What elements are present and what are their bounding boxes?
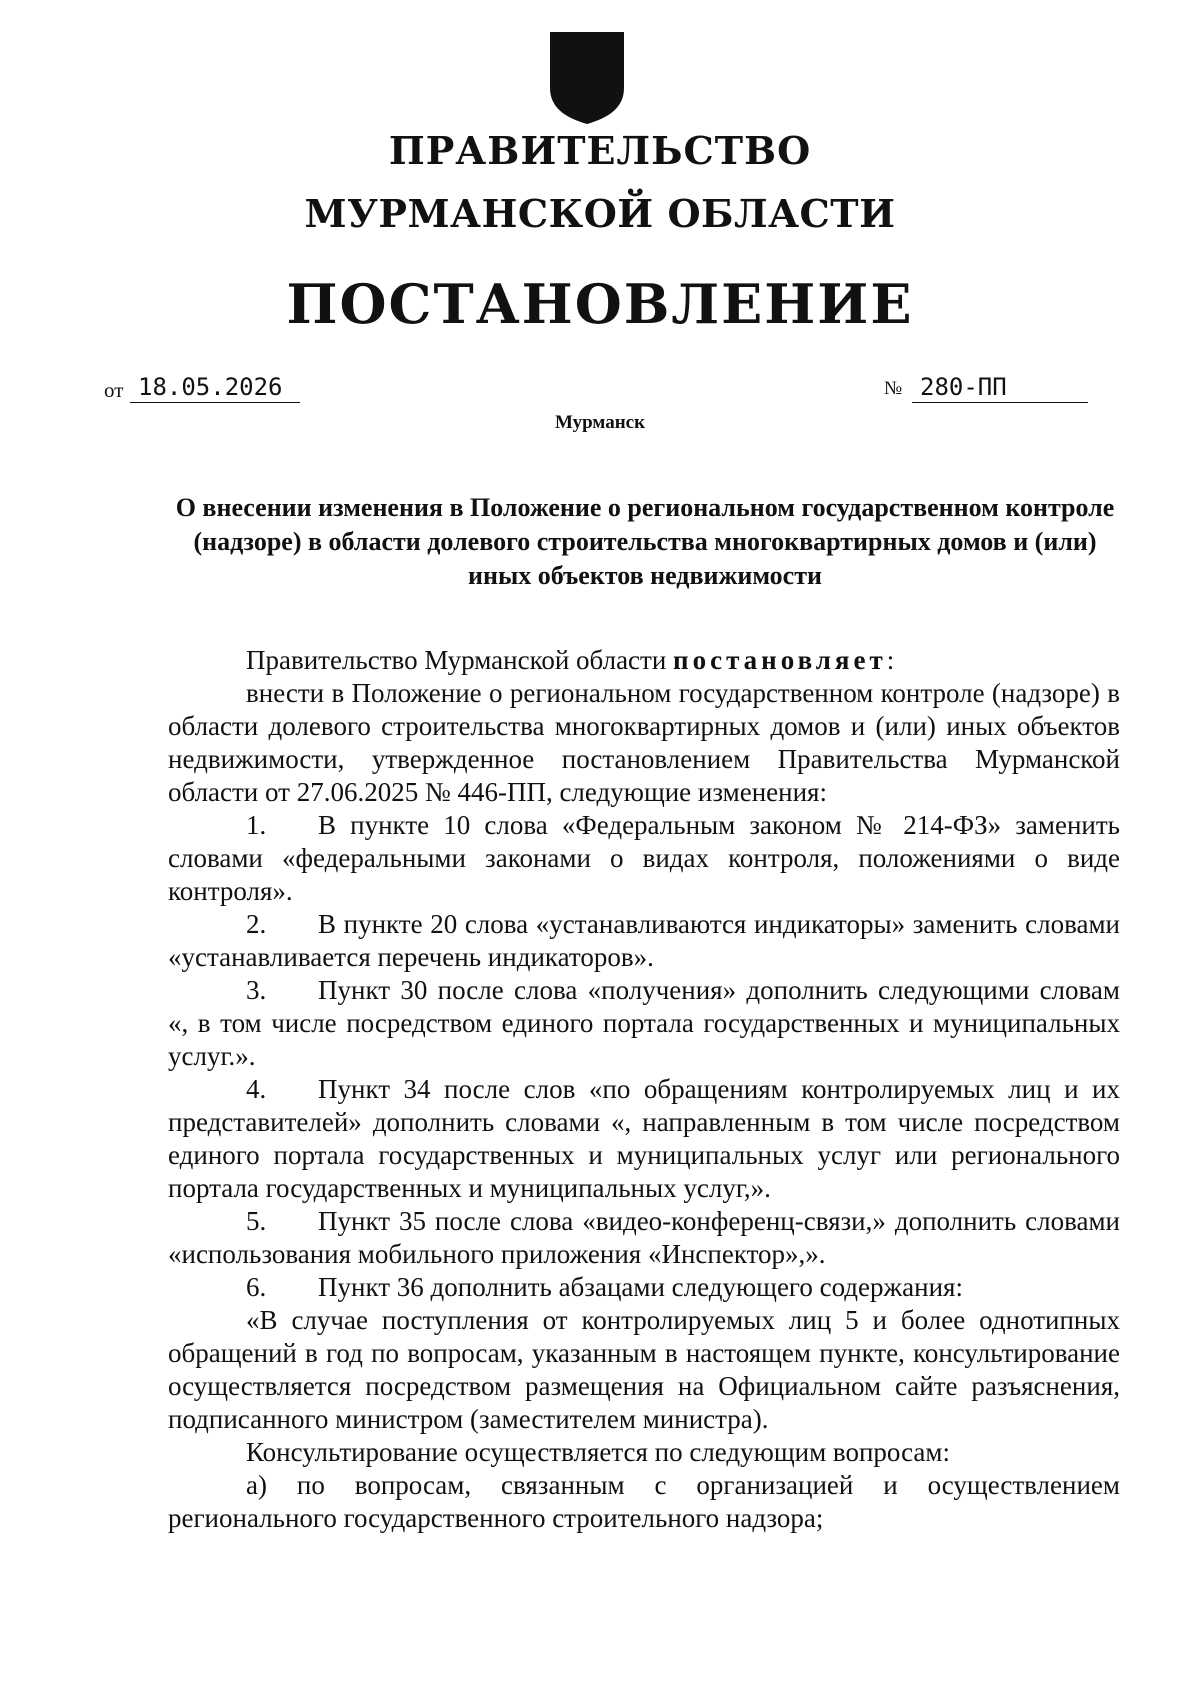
list-item [168,1205,1120,1271]
list-item [168,1073,1120,1205]
number-label: № [884,378,903,399]
item-number: 5. [246,1206,267,1236]
document-date: 18.05.2026 [130,372,300,403]
document-body [168,644,1120,1535]
intro-lead: Правительство Мурманской области [246,645,674,675]
list-item [168,809,1120,908]
item-number: 4. [246,1074,267,1104]
item-text: В пункте 10 слова «Федеральным законом № 214-ФЗ» заменить словами «федеральными законами о видах контроля, положениями о виде контроля». [168,810,1120,906]
org-name-line2: МУРМАНСКОЙ ОБЛАСТИ [304,191,896,236]
org-name-line1: ПРАВИТЕЛЬСТВО [388,128,812,173]
item-number: 3. [246,975,267,1005]
quoted-paragraph: «В случае поступления от контролируемых лиц 5 и более однотипных обращений в год по вопросам, указанным в настоящем пункте, консультирование осуществляется посредством размещения на Официальном сайте разъяснения, подписанного министром (заместителем министра). [168,1305,1120,1434]
document-title: О внесении изменения в Положение о региональном государственном контроле (надзоре) в области долевого строительства многоквартирных домов и (или) иных объектов недвижимости [175,493,1115,590]
item-number: 2. [246,909,267,939]
item-text: Пункт 30 после слова «получения» дополнить следующими словам «, в том числе посредством единого портала государственных и муниципальных услуг.». [168,975,1120,1071]
item-number: 1. [246,810,267,840]
intro-tail: : [886,645,895,675]
document-type: ПОСТАНОВЛЕНИЕ [286,272,914,336]
date-label: от [104,378,124,402]
item-text: Пункт 34 после слов «по обращениям контролируемых лиц и их представителей» дополнить словами «, направленным в том числе посредством единого портала государственных и муниципальных услуг или регионального портала государственных и муниципальных услуг,». [168,1074,1120,1203]
main-paragraph: внести в Положение о региональном государственном контроле (надзоре) в области долевого строительства многоквартирных домов и (или) иных объектов недвижимости, утвержденное постановлением Правительства Мурманской области от 27.06.2025 № 446-ПП, следующие изменения: [168,678,1120,807]
list-item [168,974,1120,1073]
document-number: 280-ПП [912,372,1088,403]
item-text: Пункт 35 после слова «видео-конференц-связи,» дополнить словами «использования мобильного приложения «Инспектор»,». [168,1206,1120,1269]
item-text: Пункт 36 дополнить абзацами следующего содержания: [318,1272,963,1302]
item-number: 6. [246,1272,267,1302]
coat-of-arms-emblem [546,30,628,126]
list-item [168,908,1120,974]
intro-paragraph [168,644,1120,677]
item-text: В пункте 20 слова «устанавливаются индикаторы» заменить словами «устанавливается перечень индикаторов». [168,909,1120,972]
quoted-paragraph: Консультирование осуществляется по следующим вопросам: [246,1437,950,1467]
list-item [168,1271,1120,1304]
city-name: Мурманск [554,412,646,433]
quoted-paragraph: а) по вопросам, связанным с организацией и осуществлением регионального государственного строительного надзора; [168,1470,1120,1533]
intro-verb: постановляет [673,645,887,675]
